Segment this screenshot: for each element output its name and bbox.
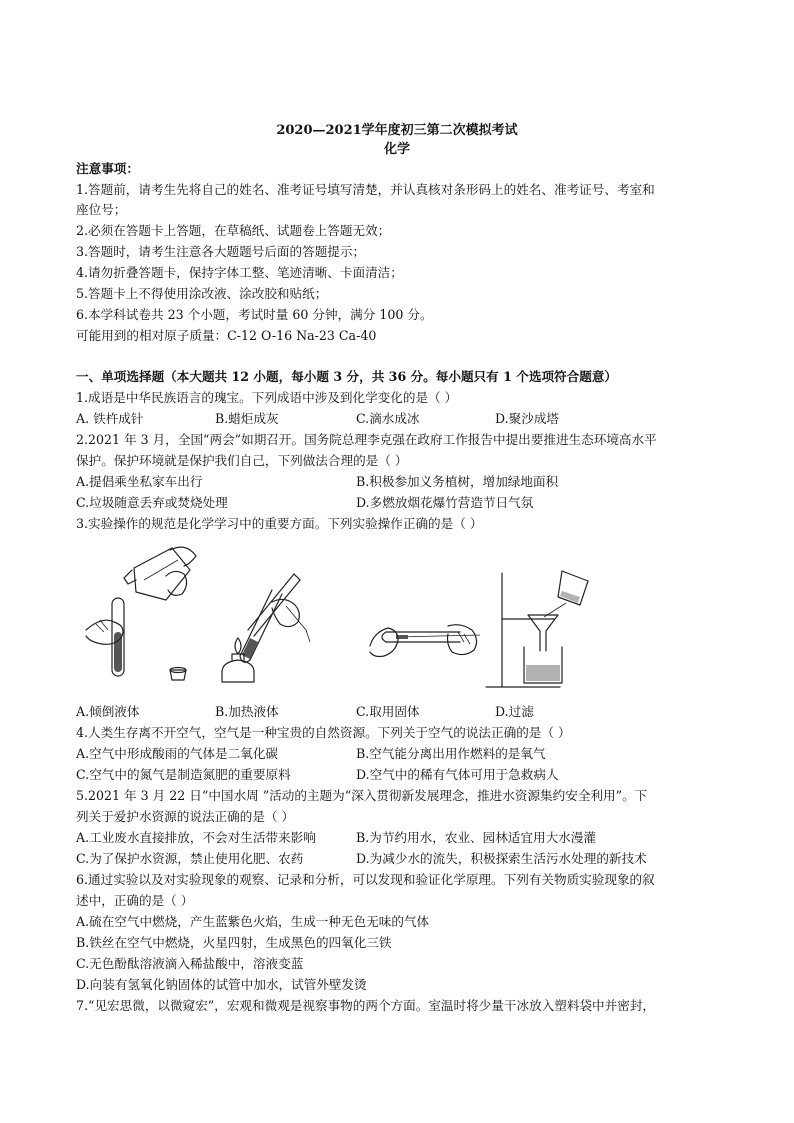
q4-stem: 4.人类生存离不开空气，空气是一种宝贵的自然资源。下列关于空气的说法正确的是（ ）: [76, 725, 571, 740]
q5-option-b: B.为节约用水，农业、园林适宜用大水漫灌: [356, 830, 596, 845]
notes-line: 1.答题前，请考生先将自己的姓名、准考证号填写清楚，并认真核对条形码上的姓名、准考证号、考室和: [76, 182, 655, 197]
section-heading: 一、单项选择题（本大题共 12 小题，每小题 3 分，共 36 分。每小题只有 1 个选项符合题意）: [76, 369, 618, 384]
figure-filtration: [480, 565, 600, 695]
q6-stem-cont: 述中，正确的是（ ）: [76, 893, 194, 908]
q1-option-d: D.聚沙成塔: [495, 411, 560, 426]
q1-option-b: B.蜡炬成灰: [215, 411, 279, 426]
notes-line: 2.必须在答题卡上答题，在草稿纸、试题卷上答题无效；: [76, 223, 391, 238]
q7-stem: 7.“见宏思微，以微窥宏”，宏观和微观是视察事物的两个方面。室温时将少量干冰放入塑料袋中并密封，: [76, 998, 656, 1013]
figure-taking-solid: [368, 612, 488, 672]
q4-option-d: D.空气中的稀有气体可用于急救病人: [356, 767, 559, 782]
notes-line: 座位号；: [76, 202, 127, 217]
q3-stem: 3.实验操作的规范是化学学习中的重要方面。下列实验操作正确的是（ ）: [76, 516, 483, 531]
notes-line: 4.请勿折叠答题卡，保持字体工整、笔迹清晰、卡面清洁；: [76, 265, 403, 280]
atomic-mass-line: 可能用到的相对原子质量：C-12 O-16 Na-23 Ca-40: [76, 328, 377, 343]
figure-heating-liquid: [210, 560, 320, 690]
q2-stem-cont: 保护。保护环境就是保护我们自己，下列做法合理的是（ ）: [76, 453, 408, 468]
q5-option-a: A.工业废水直接排放，不会对生活带来影响: [76, 830, 316, 845]
q4-option-c: C.空气中的氮气是制造氮肥的重要原料: [76, 767, 291, 782]
figure-pouring-liquid: [74, 540, 204, 690]
q4-option-b: B.空气能分离出用作燃料的是氧气: [356, 746, 546, 761]
q5-stem: 5.2021 年 3 月 22 日“中国水周 ”活动的主题为“深入贯彻新发展理念，推进水资源集约安全利用”。下: [76, 788, 648, 803]
notes-line: 3.答题时，请考生注意各大题题号后面的答题提示；: [76, 244, 366, 259]
q6-option-b: B.铁丝在空气中燃烧，火星四射，生成黑色的四氧化三铁: [76, 935, 392, 950]
q3-option-c: C.取用固体: [356, 704, 420, 719]
q6-option-c: C.无色酚酞溶液滴入稀盐酸中，溶液变蓝: [76, 956, 304, 971]
q1-option-a: A. 铁杵成针: [76, 411, 144, 426]
q2-stem: 2.2021 年 3 月，全国“两会”如期召开。国务院总理李克强在政府工作报告中提出要推进生态环境高水平: [76, 432, 657, 447]
q1-stem: 1.成语是中华民族语言的瑰宝。下列成语中涉及到化学变化的是（ ）: [76, 390, 458, 405]
q3-option-b: B.加热液体: [215, 704, 279, 719]
q5-option-c: C.为了保护水资源，禁止使用化肥、农药: [76, 851, 304, 866]
exam-title: 2020—2021学年度初三第二次模拟考试: [276, 123, 518, 138]
subject-title: 化学: [383, 142, 410, 157]
q3-option-a: A.倾倒液体: [76, 704, 140, 719]
q2-option-d: D.多燃放烟花爆竹营造节日气氛: [356, 495, 534, 510]
q2-option-c: C.垃圾随意丢弃或焚烧处理: [76, 495, 228, 510]
q6-option-d: D.向装有氢氧化钠固体的试管中加水，试管外壁发烫: [76, 977, 367, 992]
q2-option-a: A.提倡乘坐私家车出行: [76, 474, 203, 489]
q6-stem: 6.通过实验以及对实验现象的观察、记录和分析，可以发现和验证化学原理。下列有关物质实验现象的叙: [76, 872, 655, 887]
q5-option-d: D.为减少水的流失，积极探索生活污水处理的新技术: [356, 851, 647, 866]
q2-option-b: B.积极参加义务植树，增加绿地面积: [356, 474, 559, 489]
notes-line: 5.答题卡上不得使用涂改液、涂改胶和贴纸；: [76, 286, 328, 301]
notes-line: 6.本学科试卷共 23 个小题，考试时量 60 分钟，满分 100 分。: [76, 307, 433, 322]
q6-option-a: A.硫在空气中燃烧，产生蓝紫色火焰，生成一种无色无味的气体: [76, 914, 430, 929]
q5-stem-cont: 列关于爱护水资源的说法正确的是（ ）: [76, 809, 295, 824]
notes-heading: 注意事项：: [76, 161, 139, 176]
q3-option-d: D.过滤: [495, 704, 534, 719]
q1-option-c: C.滴水成冰: [356, 411, 420, 426]
q4-option-a: A.空气中形成酸雨的气体是二氧化碳: [76, 746, 279, 761]
